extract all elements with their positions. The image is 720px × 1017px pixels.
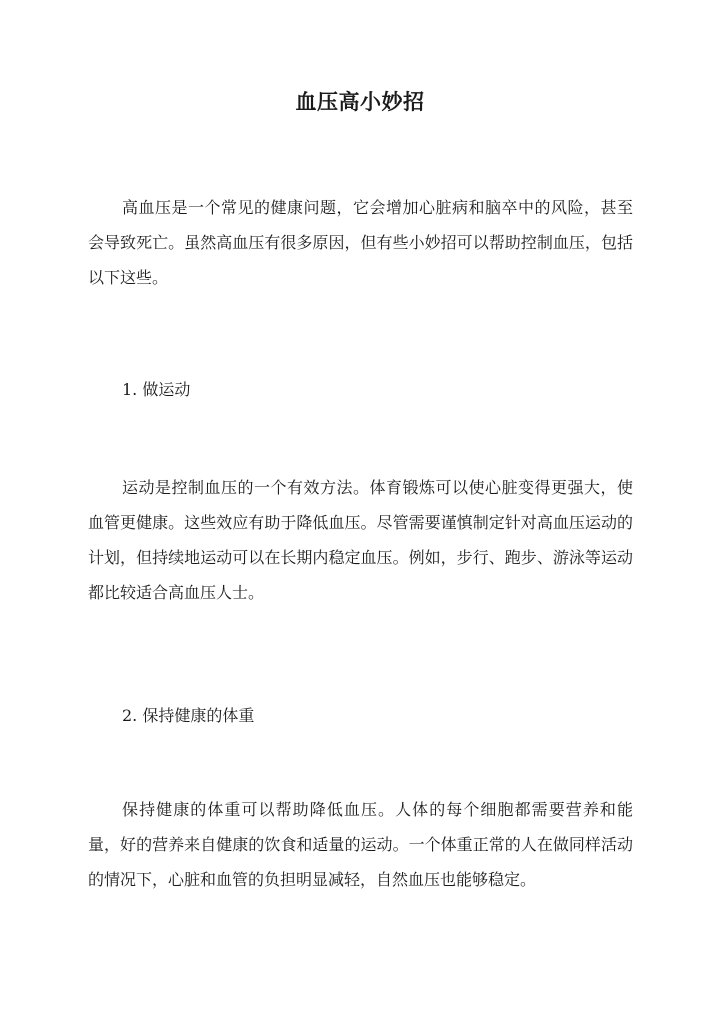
section-heading-exercise: 1. 做运动 (122, 380, 191, 399)
weight-paragraph: 保持健康的体重可以帮助降低血压。人体的每个细胞都需要营养和能量，好的营养来自健康的饮食和适量的运动。一个体重正常的人在做同样活动的情况下，心脏和血管的负担明显减轻，自然血压也能够稳定。 (88, 800, 633, 889)
exercise-paragraph: 运动是控制血压的一个有效方法。体育锻炼可以使心脏变得更强大，使血管更健康。这些效应有助于降低血压。尽管需要谨慎制定针对高血压运动的计划，但持续地运动可以在长期内稳定血压。例如，步行、跑步、游泳等运动都比较适合高血压人士。 (88, 478, 633, 602)
document-title: 血压高小妙招 (295, 89, 425, 114)
section-heading-weight: 2. 保持健康的体重 (122, 706, 255, 725)
intro-paragraph: 高血压是一个常见的健康问题，它会增加心脏病和脑卒中的风险，甚至会导致死亡。虽然高血压有很多原因，但有些小妙招可以帮助控制血压，包括以下这些。 (88, 198, 633, 287)
